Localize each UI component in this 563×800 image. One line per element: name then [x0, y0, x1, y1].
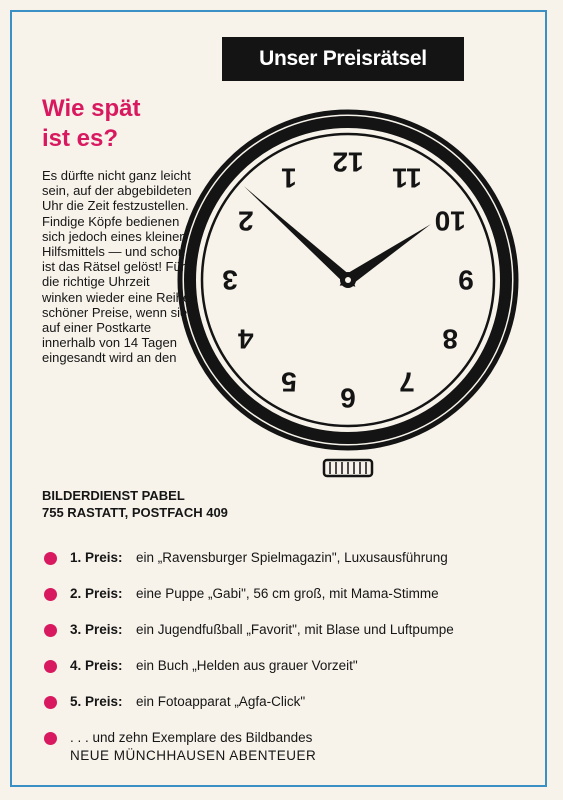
prize-description: ein Buch „Helden aus grauer Vorzeit": [136, 658, 358, 673]
clock-numeral-5: 5: [281, 366, 297, 398]
clock-numeral-11: 11: [392, 162, 422, 194]
clock-numeral-6: 6: [340, 382, 356, 414]
address-line-2: 755 RASTATT, POSTFACH 409: [42, 505, 228, 520]
prize-item-5: [44, 692, 544, 728]
prize-description: ein Fotoapparat „Agfa-Click": [136, 694, 306, 709]
address-line-1: BILDERDIENST PABEL: [42, 488, 185, 503]
clock-numeral-9: 9: [458, 264, 474, 296]
headline-line-2: ist es?: [42, 125, 119, 152]
clock-numeral-7: 7: [399, 366, 415, 398]
prize-place: 5. Preis:: [70, 694, 123, 709]
prize-description: ein „Ravensburger Spielmagazin", Luxusausführung: [136, 550, 448, 565]
prize-description: eine Puppe „Gabi", 56 cm groß, mit Mama-Stimme: [136, 586, 439, 601]
bullet-dot: [44, 588, 57, 601]
clock-numeral-2: 2: [238, 205, 254, 237]
intro-text: Es dürfte nicht ganz leicht sein, auf der abgebildeten Uhr die Zeit festzustellen. Findige Köpfe bedienen sich jedoch eines kleinen Hilfsmittels — und schon ist das Rätsel gelöst! Für die richtige Uhrzeit winken wieder eine Reihe schöner Preise, wenn sie auf einer Postkarte innerhalb von 14 Tagen eingesandt wird an den: [42, 168, 192, 366]
prize-description: ein Jugendfußball „Favorit", mit Blase und Luftpumpe: [136, 622, 454, 637]
headline: [42, 94, 182, 154]
bullet-dot: [44, 696, 57, 709]
prize-place: 3. Preis:: [70, 622, 123, 637]
headline-line-1: Wie spät: [42, 95, 141, 122]
clock-center-dot: [345, 277, 351, 283]
extra-prize-line-1: . . . und zehn Exemplare des Bildbandes: [70, 730, 313, 745]
bullet-dot: [44, 732, 57, 745]
prize-place: 4. Preis:: [70, 658, 123, 673]
banner-title: Unser Preisrätsel: [222, 37, 464, 81]
prize-item-extra: [44, 728, 544, 772]
clock-numeral-12: 12: [332, 146, 364, 178]
prize-place: 2. Preis:: [70, 586, 123, 601]
mirrored-clock: [176, 100, 536, 480]
clock-numeral-4: 4: [238, 323, 254, 355]
bullet-dot: [44, 660, 57, 673]
bullet-dot: [44, 552, 57, 565]
clock-crown-grip: [330, 462, 366, 474]
address: [42, 487, 342, 521]
prize-place: 1. Preis:: [70, 550, 123, 565]
prize-list: [44, 548, 544, 772]
prize-item-1: [44, 548, 544, 584]
clock-minute-hand: [244, 186, 355, 286]
clock-numeral-8: 8: [442, 323, 458, 355]
clock-numeral-3: 3: [222, 264, 238, 296]
prize-item-3: [44, 620, 544, 656]
prize-item-2: [44, 584, 544, 620]
bullet-dot: [44, 624, 57, 637]
extra-prize-line-2: NEUE MÜNCHHAUSEN ABENTEUER: [70, 748, 317, 763]
clock-numeral-10: 10: [434, 205, 466, 237]
clock-numeral-1: 1: [281, 162, 297, 194]
prize-item-4: [44, 656, 544, 692]
